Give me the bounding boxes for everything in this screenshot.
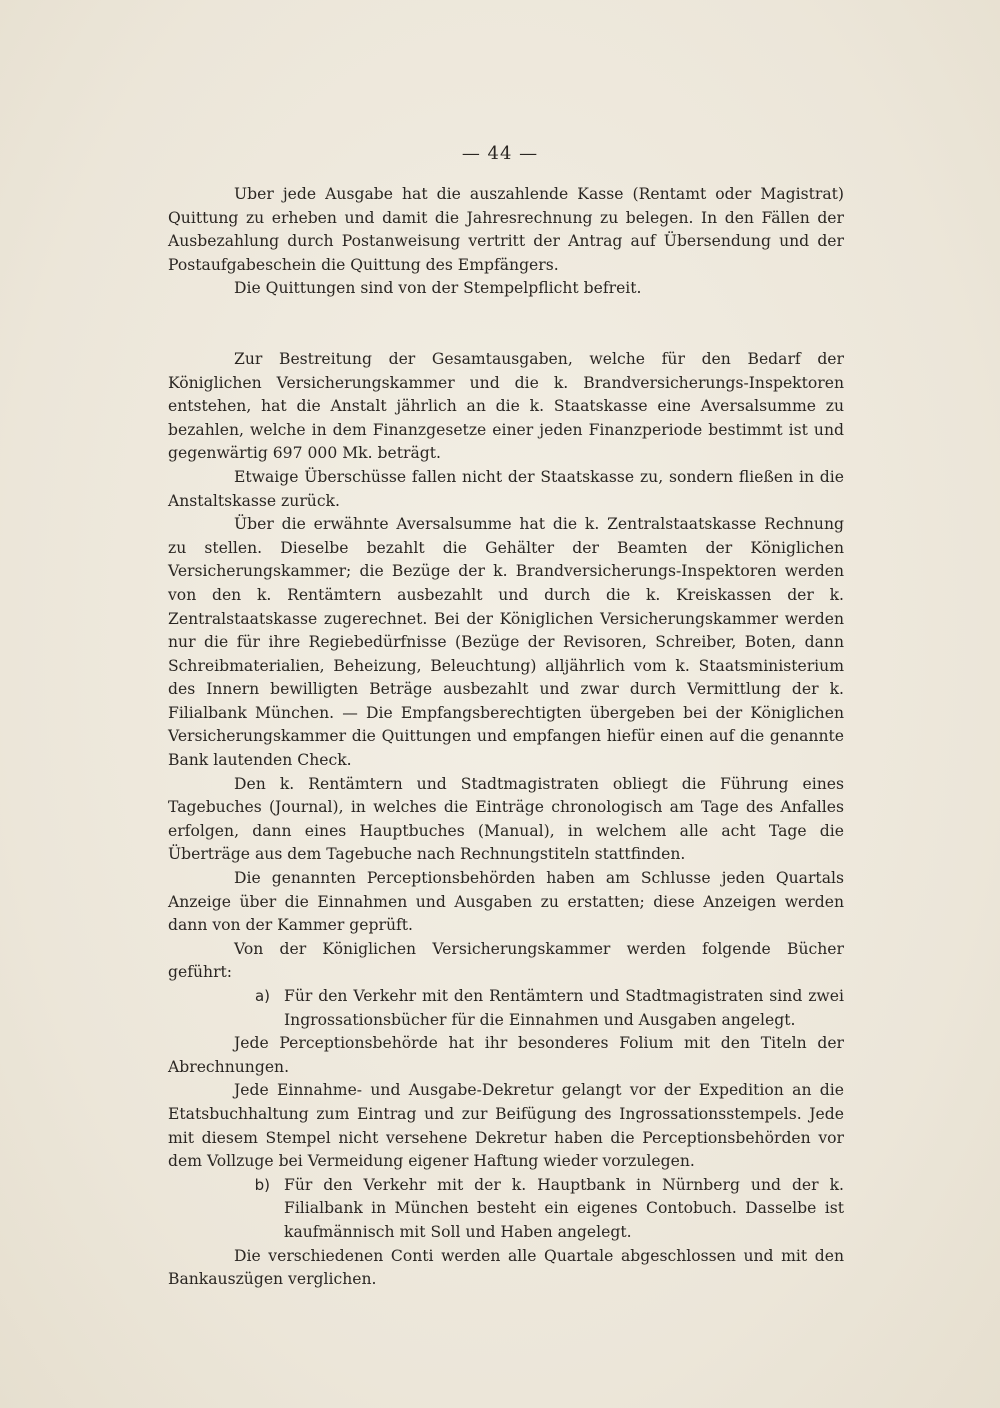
paragraph: Jede Einnahme- und Ausgabe-Dekretur gelangt vor der Expedition an die Etatsbuchhaltung zum Eintrag und zur Beifügung des Ingrossationsstempels. Jede mit diesem Stempel nicht versehene Dekretur haben die Perceptionsbehörden vor dem Vollzuge bei Vermeidung eigener Haftung wieder vorzulegen.: [168, 1081, 844, 1171]
paragraph: Die Quittungen sind von der Stempelpflicht befreit.: [234, 279, 642, 298]
paragraph: Über die erwähnte Aversalsumme hat die k. Zentralstaatskasse Rechnung zu stellen. Dieselbe bezahlt die Gehälter der Beamten der Königlichen Versicherungskammer; die Bezüge der k. Brandversicherungs-Inspektoren werden von den k. Rentämtern ausbezahlt und durch die k. Kreiskassen der k. Zentralstaatskasse zugerechnet. Bei der Königlichen Versicherungskammer werden nur die für ihre Regiebedürfnisse (Bezüge der Revisoren, Schreiber, Boten, dann Schreibmaterialien, Beheizung, Beleuchtung) alljährlich vom k. Staatsministerium des Innern bewilligten Beträge ausbezahlt und zwar durch Vermittlung der k. Filialbank München. — Die Empfangsberechtigten übergeben bei der Königlichen Versicherungskammer die Quittungen und empfangen hiefür einen auf die genannte Bank lautenden Check.: [168, 515, 844, 770]
list-item-a: [168, 985, 844, 1032]
paragraph: Die verschiedenen Conti werden alle Quartale abgeschlossen und mit den Bankauszügen verglichen.: [168, 1246, 844, 1289]
list-item-text: Für den Verkehr mit der k. Hauptbank in Nürnberg und der k. Filialbank in München besteht ein eigenes Contobuch. Dasselbe ist kaufmännisch mit Soll und Haben angelegt.: [284, 1175, 844, 1241]
body-text: [168, 183, 844, 1292]
list-marker: b): [254, 1175, 270, 1194]
list-marker: a): [254, 987, 270, 1005]
paragraph: Die genannten Perceptionsbehörden haben am Schlusse jeden Quartals Anzeige über die Einnahmen und Ausgaben zu erstatten; diese Anzeigen werden dann von der Kammer geprüft.: [168, 869, 844, 935]
list-item-text: Für den Verkehr mit den Rentämtern und Stadtmagistraten sind zwei Ingrossationsbücher für die Einnahmen und Ausgaben angelegt.: [284, 987, 844, 1029]
paragraph: Jede Perceptionsbehörde hat ihr besonderes Folium mit den Titeln der Abrechnungen.: [168, 1034, 844, 1076]
paragraph: Uber jede Ausgabe hat die auszahlende Kasse (Rentamt oder Magistrat) Quittung zu erheben und damit die Jahresrechnung zu belegen. In den Fällen der Ausbezahlung durch Postanweisung vertritt der Antrag auf Übersendung und der Postaufgabeschein die Quittung des Empfängers.: [168, 185, 844, 274]
paragraph: Zur Bestreitung der Gesamtausgaben, welche für den Bedarf der Königlichen Versicherungskammer und die k. Brandversicherungs-Inspektoren entstehen, hat die Anstalt jährlich an die k. Staatskasse eine Aversalsumme zu bezahlen, welche in dem Finanzgesetze einer jeden Finanzperiode bestimmt ist und gegenwärtig 697 000 Mk. beträgt.: [168, 349, 844, 463]
list-item-b: [168, 1174, 844, 1245]
paragraph: Den k. Rentämtern und Stadtmagistraten obliegt die Führung eines Tagebuches (Journal), in welches die Einträge chronologisch am Tage des Anfalles erfolgen, dann eines Hauptbuches (Manual), in welchem alle acht Tage die Überträge aus dem Tagebuche nach Rechnungstiteln stattfinden.: [168, 774, 844, 864]
paragraph: Etwaige Überschüsse fallen nicht der Staatskasse zu, sondern fließen in die Anstaltskasse zurück.: [168, 467, 844, 510]
page-number: — 44 —: [461, 143, 539, 164]
paragraph: Von der Königlichen Versicherungskammer werden folgende Bücher geführt:: [168, 939, 844, 982]
